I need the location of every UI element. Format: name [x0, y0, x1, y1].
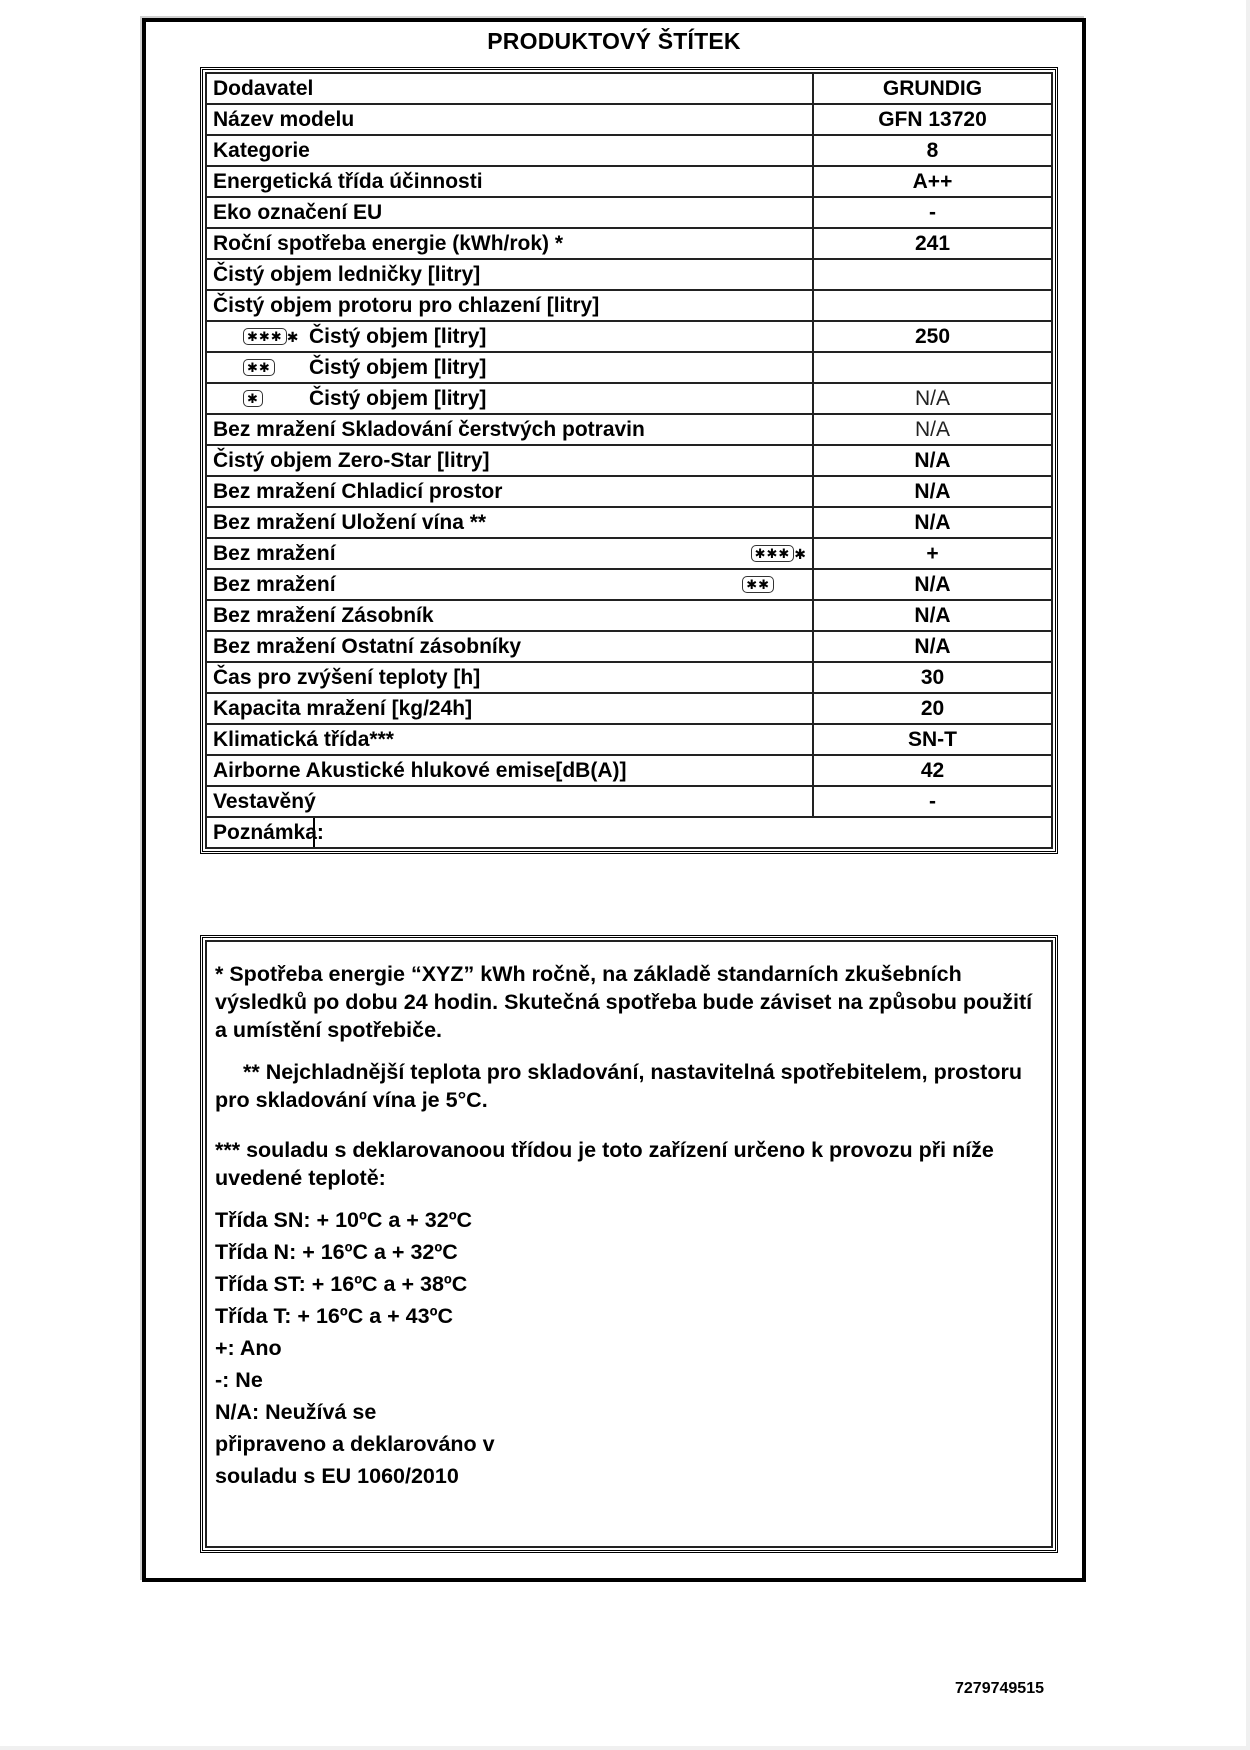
spec-label: Bez mražení Uložení vína ** [213, 510, 487, 534]
spec-value-cell [813, 166, 1052, 197]
spec-label: Čas pro zvýšení teploty [h] [213, 665, 481, 689]
spec-label: Bez mražení Chladicí prostor [213, 479, 503, 503]
spec-label-cell [206, 228, 813, 259]
spec-value: A++ [912, 169, 953, 193]
note-line: souladu s EU 1060/2010 [215, 1464, 459, 1488]
spec-label-cell [206, 445, 813, 476]
label-title: PRODUKTOVÝ ŠTÍTEK [487, 28, 741, 54]
spec-value-cell [813, 476, 1052, 507]
spec-table-container [200, 67, 1058, 854]
spec-value-cell [813, 538, 1052, 569]
spec-label-cell [206, 507, 813, 538]
spec-value-cell [813, 259, 1052, 290]
spec-value-cell [813, 321, 1052, 352]
spec-row [206, 476, 1052, 507]
spec-row [206, 259, 1052, 290]
remark-row [206, 817, 1052, 848]
spec-value: N/A [914, 479, 951, 503]
spec-value-cell [813, 135, 1052, 166]
spec-row [206, 693, 1052, 724]
spec-label-cell [206, 321, 813, 352]
spec-label: Energetická třída účinnosti [213, 169, 483, 193]
spec-label-cell [206, 569, 813, 600]
spec-value-cell [813, 104, 1052, 135]
note-line: Třída ST: + 16ºC a + 38ºC [215, 1272, 468, 1296]
spec-row [206, 383, 1052, 414]
spec-label-cell [206, 693, 813, 724]
spec-label-cell [206, 135, 813, 166]
spec-value: N/A [914, 634, 951, 658]
spec-value: 8 [926, 138, 939, 162]
spec-label: Kapacita mražení [kg/24h] [213, 696, 473, 720]
spec-row [206, 290, 1052, 321]
spec-value-cell [813, 662, 1052, 693]
spec-label: Název modelu [213, 107, 355, 131]
freezer-two-star-icon: ✱✱ [243, 356, 275, 379]
note-line: připraveno a deklarováno v [215, 1432, 495, 1456]
spec-label: Roční spotřeba energie (kWh/rok) * [213, 231, 564, 255]
spec-label-cell [206, 538, 813, 569]
spec-row [206, 228, 1052, 259]
spec-label-cell [206, 600, 813, 631]
spec-label-cell [206, 662, 813, 693]
spec-row [206, 166, 1052, 197]
spec-label: Bez mražení Skladování čerstvých potravin [213, 417, 645, 441]
spec-label-cell [206, 352, 813, 383]
spec-label-cell [206, 104, 813, 135]
spec-label: Bez mražení [213, 572, 336, 596]
freezer-four-star-icon: ✱✱✱ ✱ [751, 542, 806, 566]
spec-row [206, 352, 1052, 383]
spec-value: N/A [914, 572, 951, 596]
spec-label: Čistý objem [litry] [309, 386, 487, 410]
spec-label-cell [206, 755, 813, 786]
remark-cell [206, 817, 1052, 848]
spec-label: Čistý objem [litry] [309, 324, 487, 348]
spec-row [206, 755, 1052, 786]
spec-label: Bez mražení Zásobník [213, 603, 434, 627]
spec-label: Bez mražení Ostatní zásobníky [213, 634, 522, 658]
spec-label: Čistý objem ledničky [litry] [213, 262, 481, 286]
spec-value-cell [813, 197, 1052, 228]
spec-value-cell [813, 352, 1052, 383]
spec-value: 30 [920, 665, 945, 689]
spec-value: N/A [914, 448, 951, 472]
spec-value: SN-T [908, 727, 957, 751]
spec-label-cell [206, 786, 813, 817]
spec-value: - [929, 789, 936, 813]
spec-row [206, 569, 1052, 600]
spec-value: - [929, 200, 936, 224]
spec-label: Dodavatel [213, 76, 314, 100]
note-line: N/A: Neužívá se [215, 1400, 377, 1424]
spec-value-cell [813, 290, 1052, 321]
spec-row [206, 321, 1052, 352]
spec-row [206, 507, 1052, 538]
spec-value: N/A [914, 510, 951, 534]
spec-value-cell [813, 414, 1052, 445]
footnote-wine-text: ** Nejchladnější teplota pro skladování, nastavitelná spotřebitelem, prostoru pro skladování vína je 5°C. [215, 1060, 1022, 1112]
spec-row [206, 724, 1052, 755]
spec-row [206, 73, 1052, 104]
spec-label: Kategorie [213, 138, 310, 162]
spec-value-cell [813, 631, 1052, 662]
remark-divider [313, 818, 315, 847]
notes-lines [215, 1206, 1043, 1490]
spec-value-cell [813, 569, 1052, 600]
spec-label: Airborne Akustické hlukové emise[dB(A)] [213, 758, 627, 782]
spec-row [206, 662, 1052, 693]
footnote-wine [215, 1058, 1043, 1114]
spec-label-cell [206, 197, 813, 228]
note-line: Třída T: + 16ºC a + 43ºC [215, 1304, 453, 1328]
spec-value: N/A [914, 417, 950, 441]
spec-value-cell [813, 600, 1052, 631]
note-line: -: Ne [215, 1368, 263, 1392]
spec-label-cell [206, 166, 813, 197]
spec-label-cell [206, 259, 813, 290]
notes-box [200, 935, 1058, 1553]
spec-label: Klimatická třída*** [213, 727, 394, 751]
spec-label: Bez mražení [213, 541, 336, 565]
spec-value: N/A [914, 603, 951, 627]
freezer-one-star-icon: ✱ [243, 387, 263, 410]
notes-content [205, 940, 1053, 1548]
footnote-energy: * Spotřeba energie “XYZ” kWh ročně, na základě standarních zkušebních výsledků po dobu 24 hodin. Skutečná spotřeba bude záviset na způsobu použití a umístění spotřebiče. [215, 962, 1033, 1042]
spec-row [206, 197, 1052, 228]
spec-row [206, 538, 1052, 569]
spec-row [206, 104, 1052, 135]
spec-value-cell [813, 73, 1052, 104]
spec-label-cell [206, 383, 813, 414]
spec-value-cell [813, 693, 1052, 724]
spec-row [206, 600, 1052, 631]
spec-table [205, 72, 1053, 849]
spec-row [206, 631, 1052, 662]
spec-label: Čistý objem Zero-Star [litry] [213, 448, 490, 472]
spec-value: GRUNDIG [882, 76, 983, 100]
document-code: 7279749515 [955, 1680, 1044, 1697]
spec-value-cell [813, 383, 1052, 414]
footnote-climate: *** souladu s deklarovanoou třídou je toto zařízení určeno k provozu při níže uvedené teplotě: [215, 1138, 994, 1190]
spec-value: + [926, 541, 939, 565]
spec-label-cell [206, 290, 813, 321]
spec-value-cell [813, 724, 1052, 755]
remark-label: Poznámka: [213, 820, 324, 844]
note-line: +: Ano [215, 1336, 282, 1360]
spec-row [206, 414, 1052, 445]
spec-value-cell [813, 228, 1052, 259]
spec-value-cell [813, 445, 1052, 476]
spec-value: 42 [920, 758, 945, 782]
spec-label-cell [206, 73, 813, 104]
spec-value-cell [813, 786, 1052, 817]
freezer-four-star-icon: ✱✱✱ ✱ [243, 325, 298, 348]
freezer-two-star-icon: ✱✱ [742, 573, 774, 597]
spec-value: N/A [914, 386, 950, 410]
spec-label: Eko označení EU [213, 200, 383, 224]
spec-value: 250 [914, 324, 951, 348]
spec-value-cell [813, 755, 1052, 786]
spec-label-cell [206, 414, 813, 445]
spec-value: GFN 13720 [878, 107, 987, 131]
spec-row [206, 135, 1052, 166]
spec-label: Vestavěný [213, 789, 316, 813]
spec-value: 241 [914, 231, 951, 255]
note-line: Třída SN: + 10ºC a + 32ºC [215, 1208, 473, 1232]
spec-label-cell [206, 631, 813, 662]
spec-label: Čistý objem protoru pro chlazení [litry] [213, 293, 600, 317]
spec-label-cell [206, 724, 813, 755]
spec-label: Čistý objem [litry] [309, 355, 487, 379]
spec-row [206, 786, 1052, 817]
spec-label-cell [206, 476, 813, 507]
spec-row [206, 445, 1052, 476]
spec-value: 20 [920, 696, 945, 720]
spec-value-cell [813, 507, 1052, 538]
note-line: Třída N: + 16ºC a + 32ºC [215, 1240, 458, 1264]
